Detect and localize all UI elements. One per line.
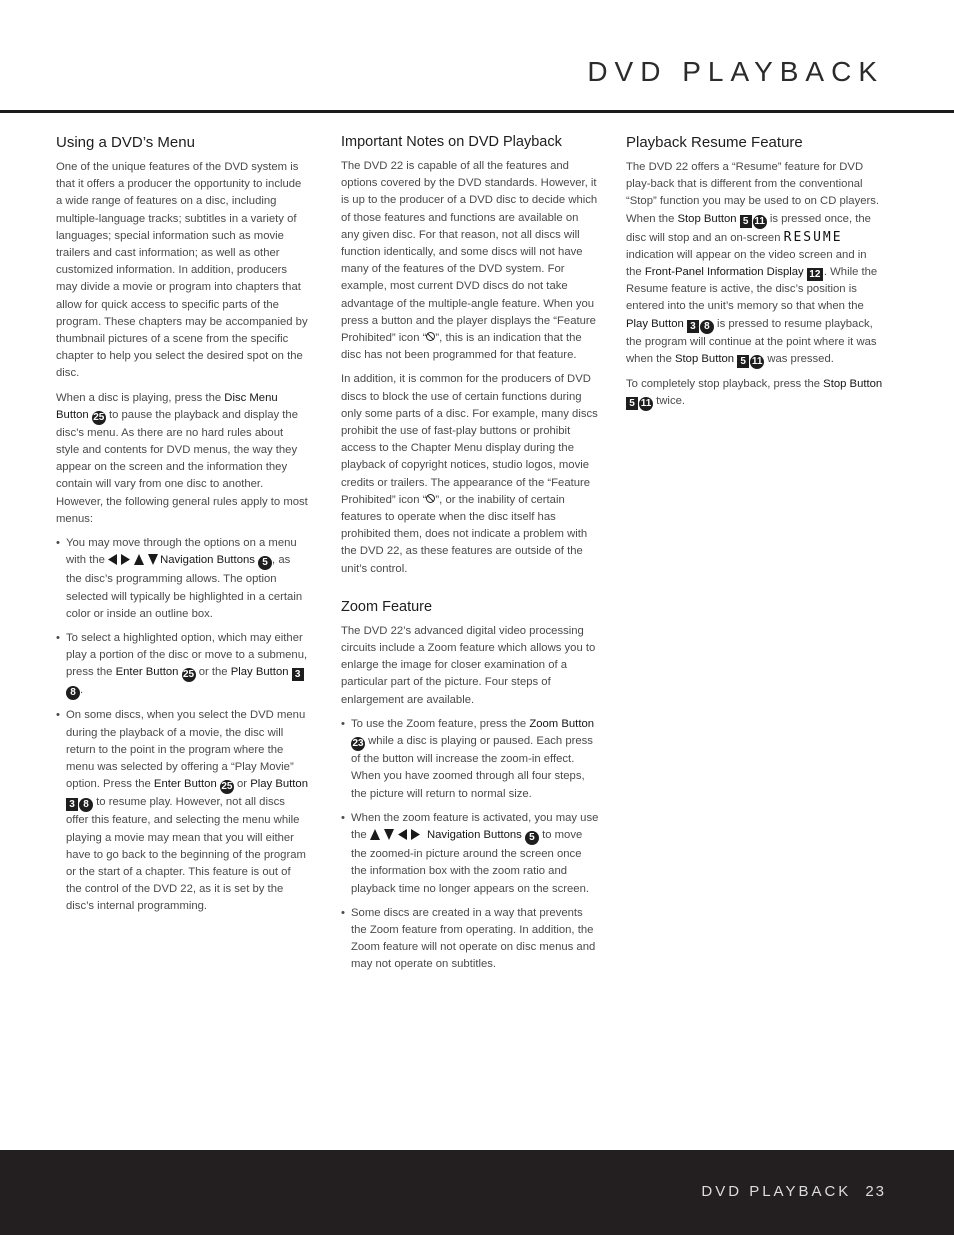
column-using-dvd-menu [56,134,308,923]
callout-number: 8 [66,686,80,700]
callout-square: 3 [687,320,699,333]
menu-rules-list [56,535,308,915]
callout-number: 25 [93,411,105,423]
callout-square: 5 [737,355,749,368]
enter-button-ref: Enter Button [115,666,179,679]
paragraph: The DVD 22 is capable of all the features and options covered by the DVD standards. However, it is up to the producer of a DVD disc to decide which of those features and functions are available on any given disc. For that reason, not all discs will function identically, and some discs will not have many of the features of the DVD system. For example, most current DVD discs do not take advantage of the multiple-angle feature. When you press a button and the player displays the “Feature Prohibited” icon “ ”, this is an indication that the disc has not been programmed for that feature. [341,160,598,362]
callout-number: 11 [640,398,652,410]
callout-number: 5 [525,831,539,845]
navigation-buttons-ref: Navigation Buttons [426,828,522,841]
callout-number: 25 [183,669,195,681]
callout-square: 5 [740,215,752,228]
list-item: • To select a highlighted option, which may either play a portion of the disc or move to a submenu, press the Enter Button 25 or the Play Button 38 . [56,630,308,700]
paragraph: One of the unique features of the DVD system is that it offers a producer the opportunity to include a wide range of features on a disc, including multiple-language tracks; subtitles in a variety of languages; special information such as movie trailers and cast information; as well as other customized information. In addition, producers may divide a movie or program into chapters that allow for quick access to specific parts of the program. These chapters may be accompanied by thumbnail pictures of a scene from the specific chapter to help you select the desired spot on the disc. [56,161,308,380]
navigation-buttons-ref: Navigation Buttons [160,554,255,567]
zoom-button-ref: Zoom Button [529,717,595,730]
paragraph: When a disc is playing, press the Disc Menu Button 25 to pause the playback and display the disc’s menu. As there are no hard rules about style and contents for DVD menus, the way they appear on the screen and the information they contain will vary from one disc to another. However, the following general rules apply to most menus: [56,391,308,525]
callout-square: 3 [66,798,78,811]
resume-indicator: RESUME [783,229,843,245]
enter-button-ref: Enter Button [153,778,217,791]
callout-number: 8 [79,798,93,812]
heading-zoom-feature: Zoom Feature [341,598,433,615]
column-important-notes [341,134,599,981]
navigation-arrows-icon [370,829,424,846]
callout-number: 8 [700,320,714,334]
stop-button-ref: Stop Button [675,352,735,365]
list-item: • Some discs are created in a way that prevents the Zoom feature from operating. In addition, the Zoom feature will not operate on disc menus and may not operate on subtitles. [341,905,599,974]
list-item: • When the zoom feature is activated, you may use the Navigation Buttons 5 to move the zoomed-in picture around the screen once the information box with the zoom ratio and playback time no longer appears on the screen. [341,810,599,898]
footer-label [701,1183,886,1200]
column-playback-resume [626,134,884,418]
list-item: • You may move through the options on a menu with the Navigation Buttons 5 , as the disc’s programming allows. The option selected will typically be highlighted in a certain color or inside an outline box. [56,535,308,623]
front-panel-display-ref: Front-Panel Information Display [644,266,804,279]
page-header-title: DVD PLAYBACK [587,56,884,87]
disc-menu-button-ref: Disc Menu Button [56,391,278,421]
play-button-ref: Play Button [230,666,289,679]
callout-square: 5 [626,397,638,410]
paragraph: To completely stop playback, press the Stop Button 5 11 twice. [626,377,883,410]
callout-square: 3 [292,668,304,681]
callout-number: 11 [751,355,763,367]
paragraph: The DVD 22’s advanced digital video processing circuits include a Zoom feature which allows you to enlarge the image for closer examination of a particular part of the picture. Four steps of enlargement are available. [341,624,596,706]
callout-square: 12 [807,268,823,281]
play-button-ref: Play Button [626,317,684,330]
callout-number: 25 [221,781,233,793]
list-item: • To use the Zoom feature, press the Zoom Button 23 while a disc is playing or paused. Each press of the button will increase the zoom-in effect. When you have zoomed through all four steps, the picture will return to normal size. [341,716,599,803]
paragraph: The DVD 22 offers a “Resume” feature for DVD play-back that is different from the conventional “Stop” function you may be used to on CD players. When the Stop Button 5 11 is pressed once, the disc will stop and an on-screen RESUME indication will appear on the video screen and in the Front-Panel Information Display 12 . While the Resume feature is active, the disc’s position is entered into the unit’s memory so that when the Play Button 3 8 is pressed to resume playback, the program will continue at the point where it was when the Stop Button 5 11 was pressed. [626,161,880,367]
navigation-arrows-icon [108,554,160,571]
heading-important-notes: Important Notes on DVD Playback [341,134,562,150]
zoom-list [341,716,599,974]
heading-playback-resume: Playback Resume Feature [626,134,803,151]
stop-button-ref: Stop Button [677,212,737,225]
header-rule [0,110,954,113]
stop-button-ref: Stop Button [823,377,883,390]
paragraph: In addition, it is common for the producers of DVD discs to block the use of certain functions during only some parts of a disc. For example, many discs prohibit the use of fast-play buttons or prohibit access to the Chapter Menu display during the playback of copyright notices, studio logos, movie credits or trailers. The appearance of the “Feature Prohibited” icon “ ”, or the inability of certain features to operate when the disc itself has prohibited them, does not indicate a problem with the DVD 22, as these features are outside of the unit’s control. [341,373,598,575]
page-number: 23 [865,1183,886,1200]
page-footer [0,1150,954,1235]
callout-number: 23 [352,738,364,750]
play-button-ref: Play Button [250,778,308,791]
callout-number: 5 [258,556,272,570]
heading-using-dvd-menu: Using a DVD’s Menu [56,134,195,151]
callout-number: 11 [754,215,765,227]
list-item: • On some discs, when you select the DVD menu during the playback of a movie, the disc will return to the point in the program where the menu was selected by offering a “Play Movie” option. Press the Enter Button 25 or Play Button 3 8 to resume play. However, not all discs offer this feature, and selecting the menu while playing a movie may mean that you will either have to go back to the beginning of the program or the start of a chapter. This feature is out of the control of the DVD 22, as it is set by the disc’s internal programming. [56,707,308,915]
footer-section: DVD PLAYBACK [701,1183,852,1200]
